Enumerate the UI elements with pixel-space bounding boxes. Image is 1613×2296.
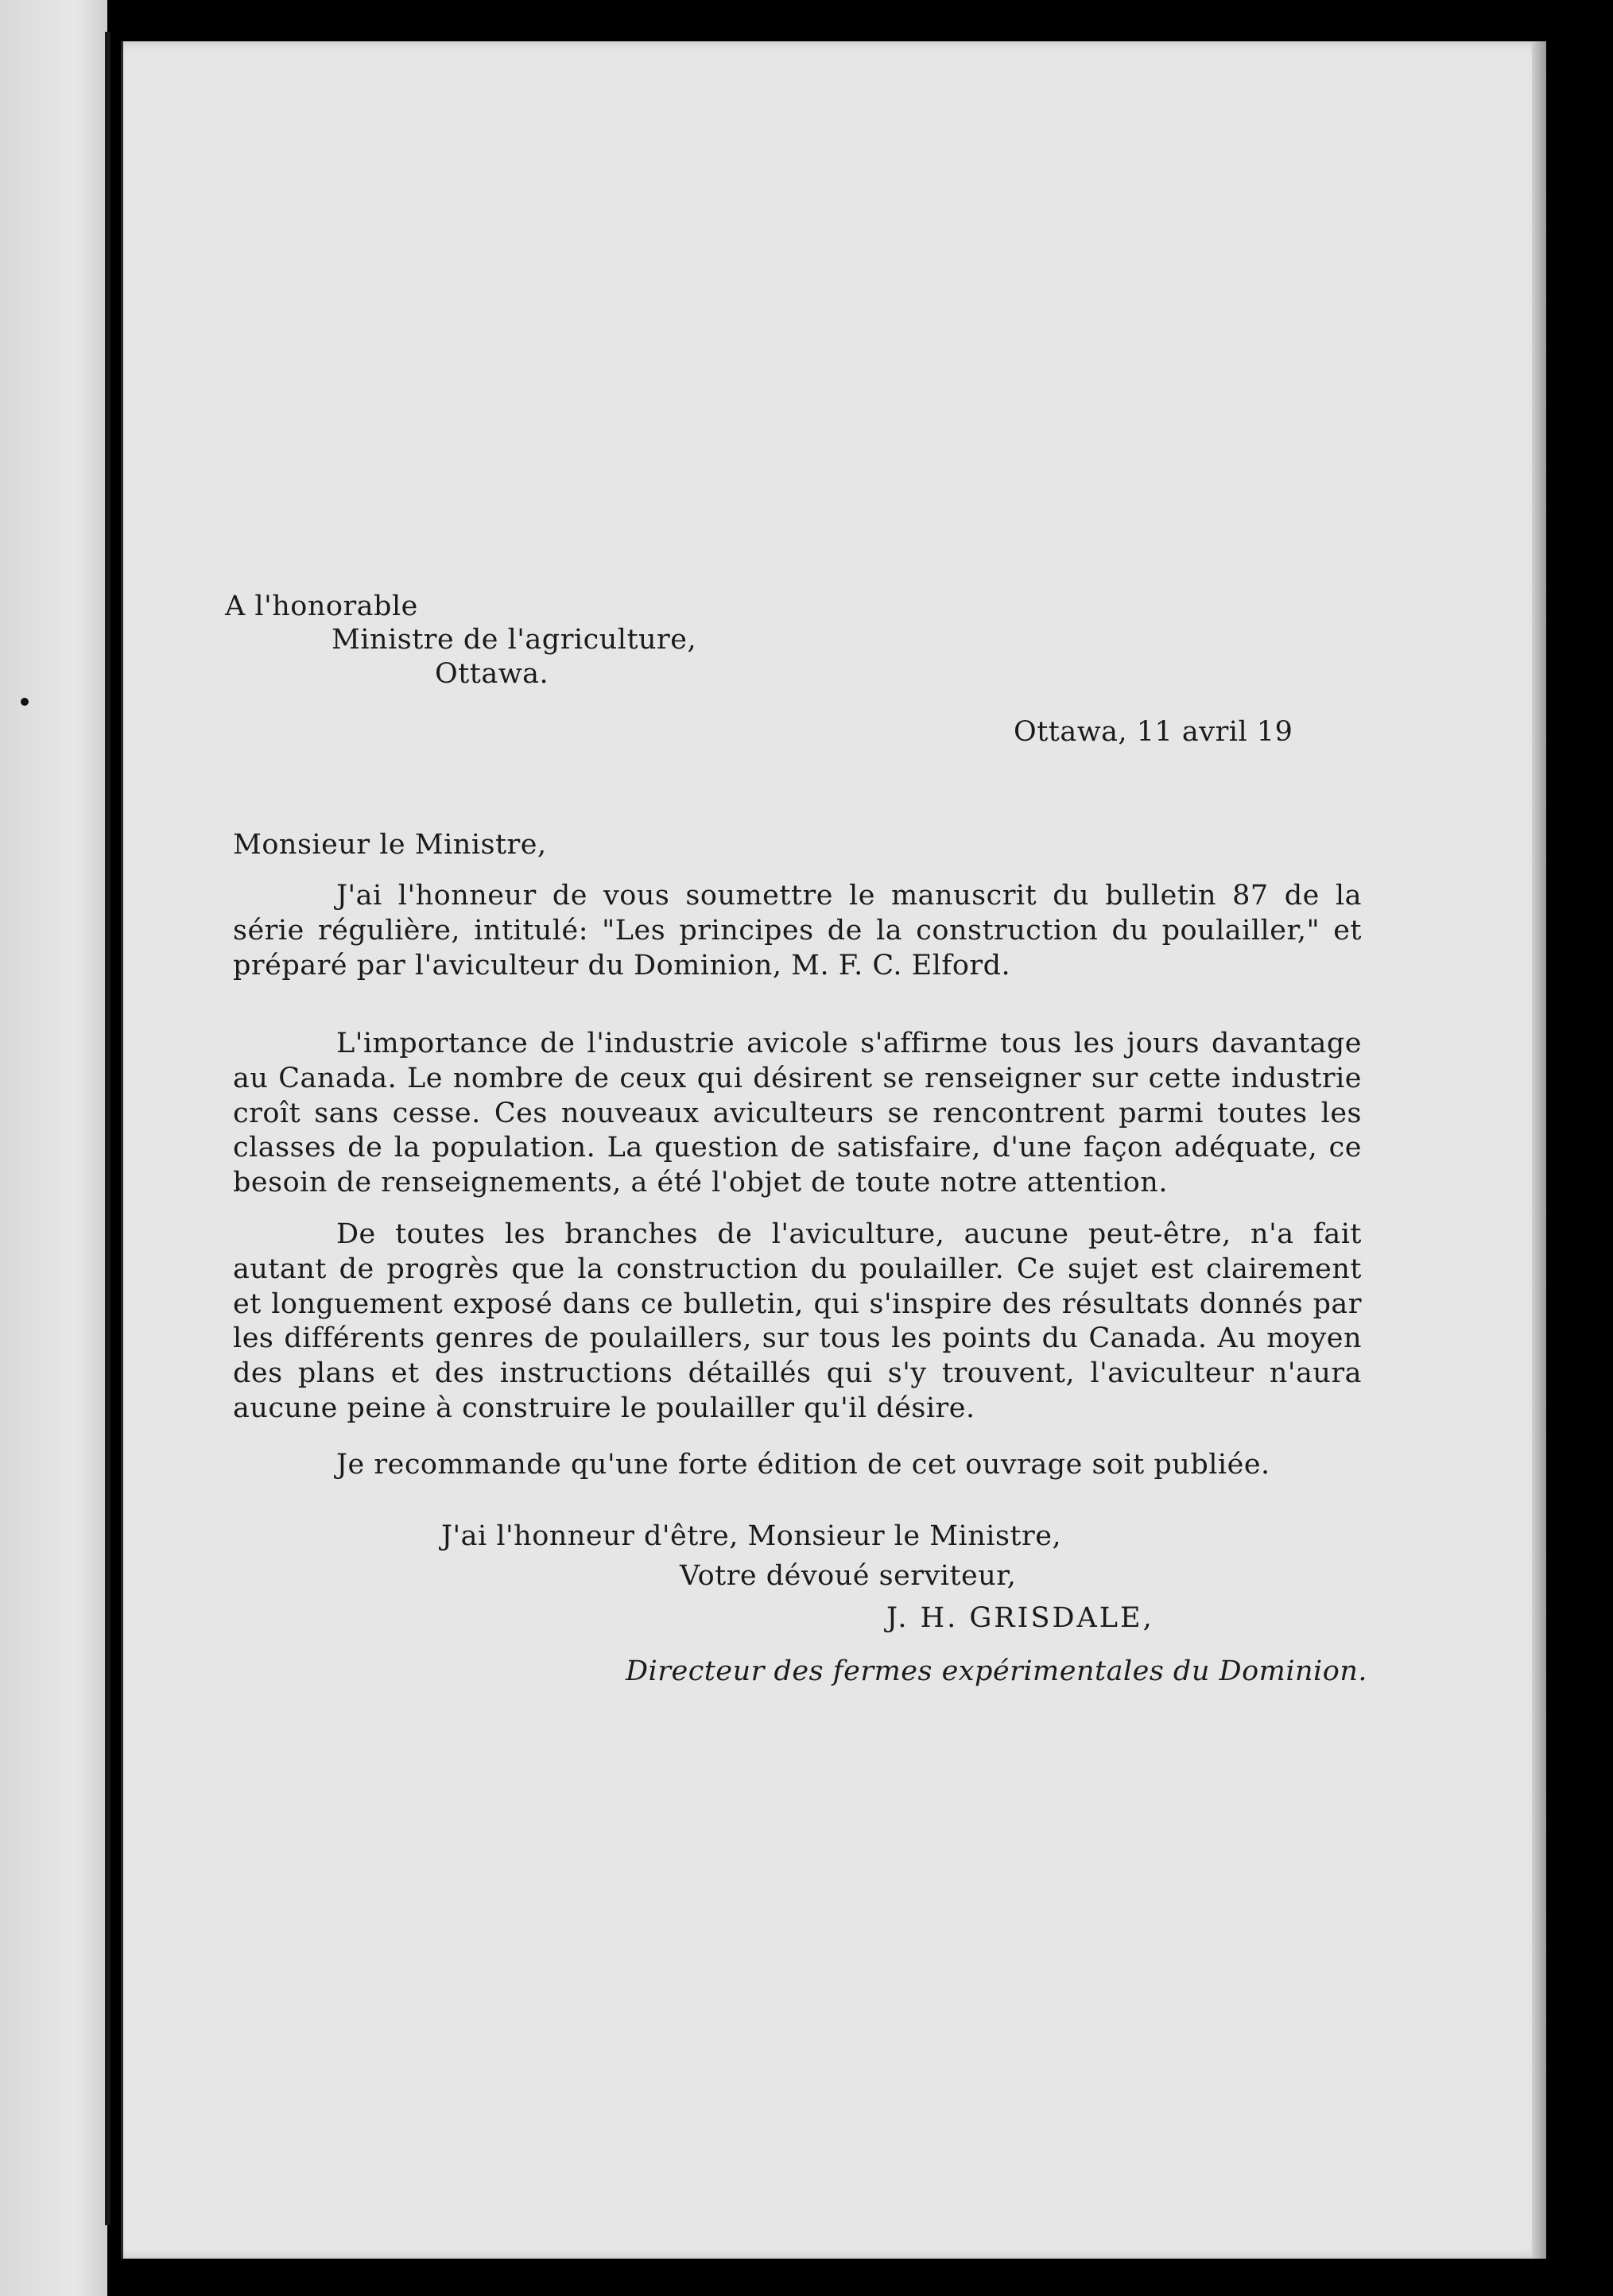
salutation: Monsieur le Ministre, (233, 829, 547, 861)
letter-page (121, 41, 1546, 2259)
closing-line-1: J'ai l'honneur d'être, Monsieur le Ministre, (441, 1520, 1062, 1552)
signatory-title: Directeur des fermes expérimentales du Dominion. (626, 1655, 1367, 1687)
addressee-line-2: Ministre de l'agriculture, (332, 624, 697, 656)
closing-line-2: Votre dévoué serviteur, (680, 1560, 1017, 1592)
paragraph-4: Je recommande qu'une forte édition de cet ouvrage soit publiée. (336, 1449, 1270, 1481)
addressee-line-1: A l'honorable (225, 590, 418, 622)
letter-body (123, 41, 1546, 2259)
addressee-line-3: Ottawa. (435, 658, 549, 690)
date-line: Ottawa, 11 avril 19 (1014, 716, 1293, 748)
page-gutter-line (105, 32, 111, 2225)
adjacent-page-edge (0, 0, 107, 2296)
signature: J. H. GRISDALE, (886, 1602, 1154, 1634)
paragraph-3: De toutes les branches de l'aviculture, aucune peut-être, n'a fait autant de progrès que la construction du poulailler. Ce sujet est clairement et longuement exposé dans ce bulletin, qui s'inspire des résultats donnés par les différents genres de poulaillers, sur tous les points du Canada. Au moyen des plans et des instructions détaillés qui s'y trouvent, l'aviculteur n'aura aucune peine à construire le poulailler qu'il désire. (233, 1218, 1362, 1424)
paragraph-1: J'ai l'honneur de vous soumettre le manuscrit du bulletin 87 de la série régulière, intitulé: "Les principes de la construction du poulailler," et préparé par l'aviculteur du Dominion, M. F. C. Elford. (233, 880, 1362, 982)
margin-dot (21, 698, 29, 706)
paragraph-2: L'importance de l'industrie avicole s'affirme tous les jours davantage au Canada. Le nombre de ceux qui désirent se renseigner sur cette industrie croît sans cesse. Ces nouveaux aviculteurs se rencontrent parmi toutes les classes de la population. La question de satisfaire, d'une façon adéquate, ce besoin de renseignements, a été l'objet de toute notre attention. (233, 1028, 1362, 1198)
